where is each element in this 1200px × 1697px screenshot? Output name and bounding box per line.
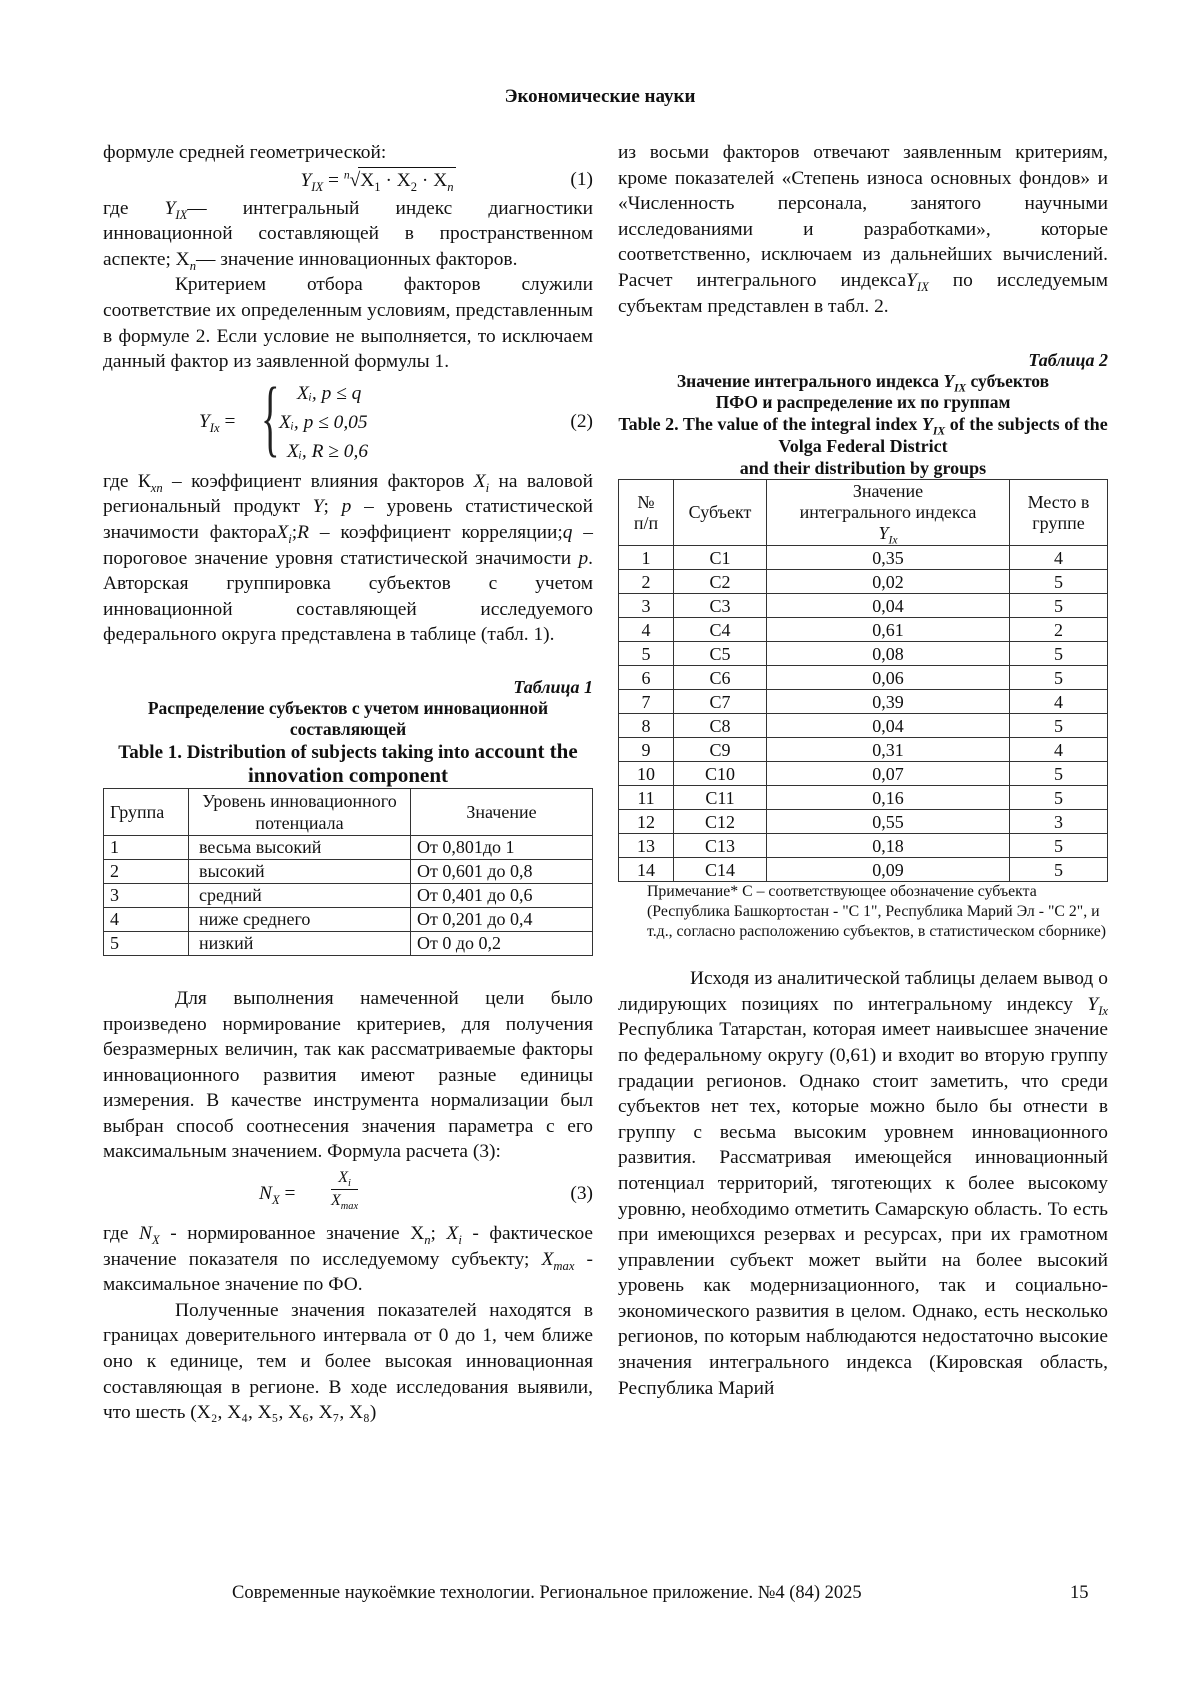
table-cell: 4 xyxy=(1010,546,1108,570)
table-cell: 10 xyxy=(619,762,674,786)
table-cell: 3 xyxy=(104,883,189,907)
table-row xyxy=(619,834,1108,858)
table-1 xyxy=(103,788,593,956)
table-cell: высокий xyxy=(189,859,411,883)
table-cell: 8 xyxy=(619,714,674,738)
column-header: Группа xyxy=(104,788,189,835)
table-2-note: Примечание* С – соответствующее обозначение субъекта (Республика Башкортостан - "С 1", Республика Марий Эл - "С 2", и т.д., согласно расположению субъектов, в статистическом сборнике) xyxy=(647,883,1107,941)
table-cell: C4 xyxy=(674,618,767,642)
table-cell: 3 xyxy=(1010,810,1108,834)
table-cell: 5 xyxy=(104,931,189,955)
paragraph: где $К_{xn}$ – коэффициент влияния факторов $X_i$ на валовой региональный продукт Y; p – уровень статистической значимости фактораX$_i$;R – коэффициент корреляции;q – пороговое значение уровня статистической значимости p. Авторская группировка субъектов с учетом инновационной составляющей исследуемого федерального округа представлена в таблице (табл. 1). xyxy=(103,470,593,646)
table-row xyxy=(619,786,1108,810)
equation-number: (1) xyxy=(570,168,593,190)
left-column xyxy=(103,140,593,1426)
table-cell: 2 xyxy=(1010,618,1108,642)
page-number: 15 xyxy=(1070,1583,1089,1603)
table-cell: C2 xyxy=(674,570,767,594)
formula-1: $Y_{IX} = ^n√X_1 \cdot X_2 \cdot X_n$ (1) xyxy=(300,168,593,194)
table-cell: 0,35 xyxy=(767,546,1010,570)
table-cell: 5 xyxy=(1010,594,1108,618)
paragraph: формуле средней геометрической: xyxy=(103,142,387,163)
table-cell: 4 xyxy=(104,907,189,931)
table-cell: 5 xyxy=(619,642,674,666)
table-2-title-en: Table 2. The value of the integral index $Y_{IX}$ of the subjects of the Volga Federal District and their distribution by groups xyxy=(618,414,1108,479)
formula-2: $Y_{Ix}$ = { Xᵢ, p ≤ q Xᵢ, p ≤ 0,05 Xᵢ, R ≥ 0,6 (2) xyxy=(199,368,593,465)
table-cell: средний xyxy=(189,883,411,907)
table-cell: От 0 до 0,2 xyxy=(411,931,593,955)
table-cell: 0,39 xyxy=(767,690,1010,714)
table-header-row xyxy=(619,480,1108,546)
paragraph: Исходя из аналитической таблицы делаем вывод о лидирующих позициях по интегральному индексу $Y_{Ix}$ Республика Татарстан, которая имеет наивысшее значение по федеральному округу (0,61) и входит во вторую группу градации регионов. Однако стоит заметить, что среди субъектов нет тех, которые можно было бы отнести в группу с весьма высоким уровнем инновационного развития. Рассматривая имеющейся инновационный потенциал территорий, тяготеющих к более высокому уровню, необходимо отметить Самарскую область. То есть при имеющихся резервах и ресурсах, при их грамотном управлении субъект может выйти на более высокий уровень как модернизационного, так и социально-экономического развития в целом. Однако, есть несколько регионов, по которым наблюдаются недостаточно высокие значения интегрального индекса (Кировская область, Республика Марий xyxy=(618,968,1108,1399)
table-cell: 5 xyxy=(1010,834,1108,858)
table-cell: 5 xyxy=(1010,786,1108,810)
table-cell: От 0,801до 1 xyxy=(411,835,593,859)
table-1-label: Таблица 1 xyxy=(513,676,593,697)
table-row xyxy=(104,931,593,955)
column-header: Уровень инновационного потенциала xyxy=(189,788,411,835)
table-cell: 0,18 xyxy=(767,834,1010,858)
table-cell: 2 xyxy=(619,570,674,594)
table-cell: 3 xyxy=(619,594,674,618)
table-cell: ниже среднего xyxy=(189,907,411,931)
table-cell: 5 xyxy=(1010,858,1108,882)
paragraph: Для выполнения намеченной цели было произведено нормирование критериев, для получения безразмерных величин, так как рассматриваемые факторы инновационного развития имеют разные единицы измерения. В качестве инструмента нормализации был выбран способ соотнесения значения параметра с его максимальным значением. Формула расчета (3): xyxy=(103,987,593,1163)
table-cell: 12 xyxy=(619,810,674,834)
paragraph: Полученные значения показателей находятся в границах доверительного интервала от 0 до 1, чем ближе оно к единице, тем и более высокая инновационная составляющая в регионе. В ходе исследования выявили, что шесть (X₂, X₄, X₅, X₆, X₇, X₈) xyxy=(103,1299,593,1424)
column-header: № п/п xyxy=(619,480,674,546)
table-row xyxy=(619,594,1108,618)
paragraph: из восьми факторов отвечают заявленным критериям, кроме показателей «Степень износа основных фондов» и «Численность персонала, занятого научными исследованиями и разработками», которые соответственно, исключаем из дальнейших вычислений. Расчет интегрального индексаY$_{IX}$ по исследуемым субъектам представлен в табл. 2. xyxy=(618,142,1108,317)
table-row xyxy=(619,690,1108,714)
table-cell: 4 xyxy=(1010,690,1108,714)
table-row xyxy=(619,570,1108,594)
column-header: Субъект xyxy=(674,480,767,546)
table-cell: C5 xyxy=(674,642,767,666)
table-cell: 0,07 xyxy=(767,762,1010,786)
table-row xyxy=(619,642,1108,666)
journal-footer: Современные наукоёмкие технологии. Региональное приложение. №4 (84) 2025 xyxy=(232,1583,862,1603)
table-cell: низкий xyxy=(189,931,411,955)
column-header: Значение интегрального индекса $Y_{Ix}$ xyxy=(767,480,1010,546)
table-header-row xyxy=(104,788,593,835)
table-row xyxy=(619,738,1108,762)
equation-number: (3) xyxy=(570,1183,593,1205)
table-cell: 0,09 xyxy=(767,858,1010,882)
table-cell: 9 xyxy=(619,738,674,762)
table-cell: 0,55 xyxy=(767,810,1010,834)
table-cell: C10 xyxy=(674,762,767,786)
paragraph: Критерием отбора факторов служили соответствие их определенным условиям, представленным в формуле 2. Если условие не выполняется, то исключаем данный фактор из заявленной формулы 1. xyxy=(103,274,593,373)
running-header: Экономические науки xyxy=(504,86,696,107)
table-cell: От 0,601 до 0,8 xyxy=(411,859,593,883)
table-row xyxy=(104,835,593,859)
paragraph: где $Y_{IX}—$ интегральный индекс диагностики инновационной составляющей в пространственном аспекте; $X_n—$ значение инновационных факторов. xyxy=(103,197,593,273)
table-2 xyxy=(618,479,1108,882)
table-row xyxy=(619,810,1108,834)
table-row xyxy=(619,762,1108,786)
table-cell: 5 xyxy=(1010,570,1108,594)
table-row xyxy=(104,883,593,907)
table-cell: C11 xyxy=(674,786,767,810)
table-row xyxy=(619,546,1108,570)
table-row xyxy=(104,907,593,931)
table-row xyxy=(619,666,1108,690)
table-row xyxy=(619,714,1108,738)
table-cell: C1 xyxy=(674,546,767,570)
table-cell: 4 xyxy=(1010,738,1108,762)
table-row xyxy=(619,858,1108,882)
table-cell: 14 xyxy=(619,858,674,882)
table-cell: 0,31 xyxy=(767,738,1010,762)
table-cell: 0,61 xyxy=(767,618,1010,642)
table-cell: C13 xyxy=(674,834,767,858)
table-cell: 0,04 xyxy=(767,714,1010,738)
table-row xyxy=(104,859,593,883)
paragraph: где $N_X$ - нормированное значение $X_n$; $X_i$ - фактическое значение показателя по исследуемому субъекту; $X_{max}$ - максимальное значение по ФО. xyxy=(103,1223,594,1296)
table-1-title-ru: Распределение субъектов с учетом инновационной составляющей xyxy=(147,697,549,739)
table-cell: 11 xyxy=(619,786,674,810)
table-cell: 6 xyxy=(619,666,674,690)
equation-number: (2) xyxy=(570,410,593,432)
table-cell: 0,06 xyxy=(767,666,1010,690)
table-cell: 2 xyxy=(104,859,189,883)
column-header: Место в группе xyxy=(1010,480,1108,546)
table-cell: C8 xyxy=(674,714,767,738)
table-cell: C6 xyxy=(674,666,767,690)
table-cell: 4 xyxy=(619,618,674,642)
table-cell: 5 xyxy=(1010,714,1108,738)
table-cell: C3 xyxy=(674,594,767,618)
table-cell: 0,02 xyxy=(767,570,1010,594)
table-cell: От 0,201 до 0,4 xyxy=(411,907,593,931)
table-cell: 5 xyxy=(1010,762,1108,786)
table-cell: 1 xyxy=(619,546,674,570)
column-header: Значение xyxy=(411,788,593,835)
table-cell: 0,04 xyxy=(767,594,1010,618)
formula-3: $N_X$ = $X_i$ $X_{max}$ (3) xyxy=(259,1169,593,1213)
table-cell: 7 xyxy=(619,690,674,714)
table-cell: C14 xyxy=(674,858,767,882)
table-cell: От 0,401 до 0,6 xyxy=(411,883,593,907)
table-cell: C7 xyxy=(674,690,767,714)
table-cell: 0,16 xyxy=(767,786,1010,810)
table-cell: 5 xyxy=(1010,666,1108,690)
table-cell: весьма высокий xyxy=(189,835,411,859)
table-1-title-en: Table 1. Distribution of subjects taking into account the innovation component xyxy=(118,738,578,787)
table-cell: C12 xyxy=(674,810,767,834)
table-row xyxy=(619,618,1108,642)
table-cell: 0,08 xyxy=(767,642,1010,666)
table-2-label: Таблица 2 xyxy=(1028,350,1108,371)
table-cell: C9 xyxy=(674,738,767,762)
table-cell: 1 xyxy=(104,835,189,859)
table-2-title-ru: Значение интегрального индекса $Y_{IX}$ субъектов ПФО и распределение их по группам xyxy=(676,371,1050,413)
table-cell: 13 xyxy=(619,834,674,858)
right-column xyxy=(618,140,1108,1401)
table-cell: 5 xyxy=(1010,642,1108,666)
